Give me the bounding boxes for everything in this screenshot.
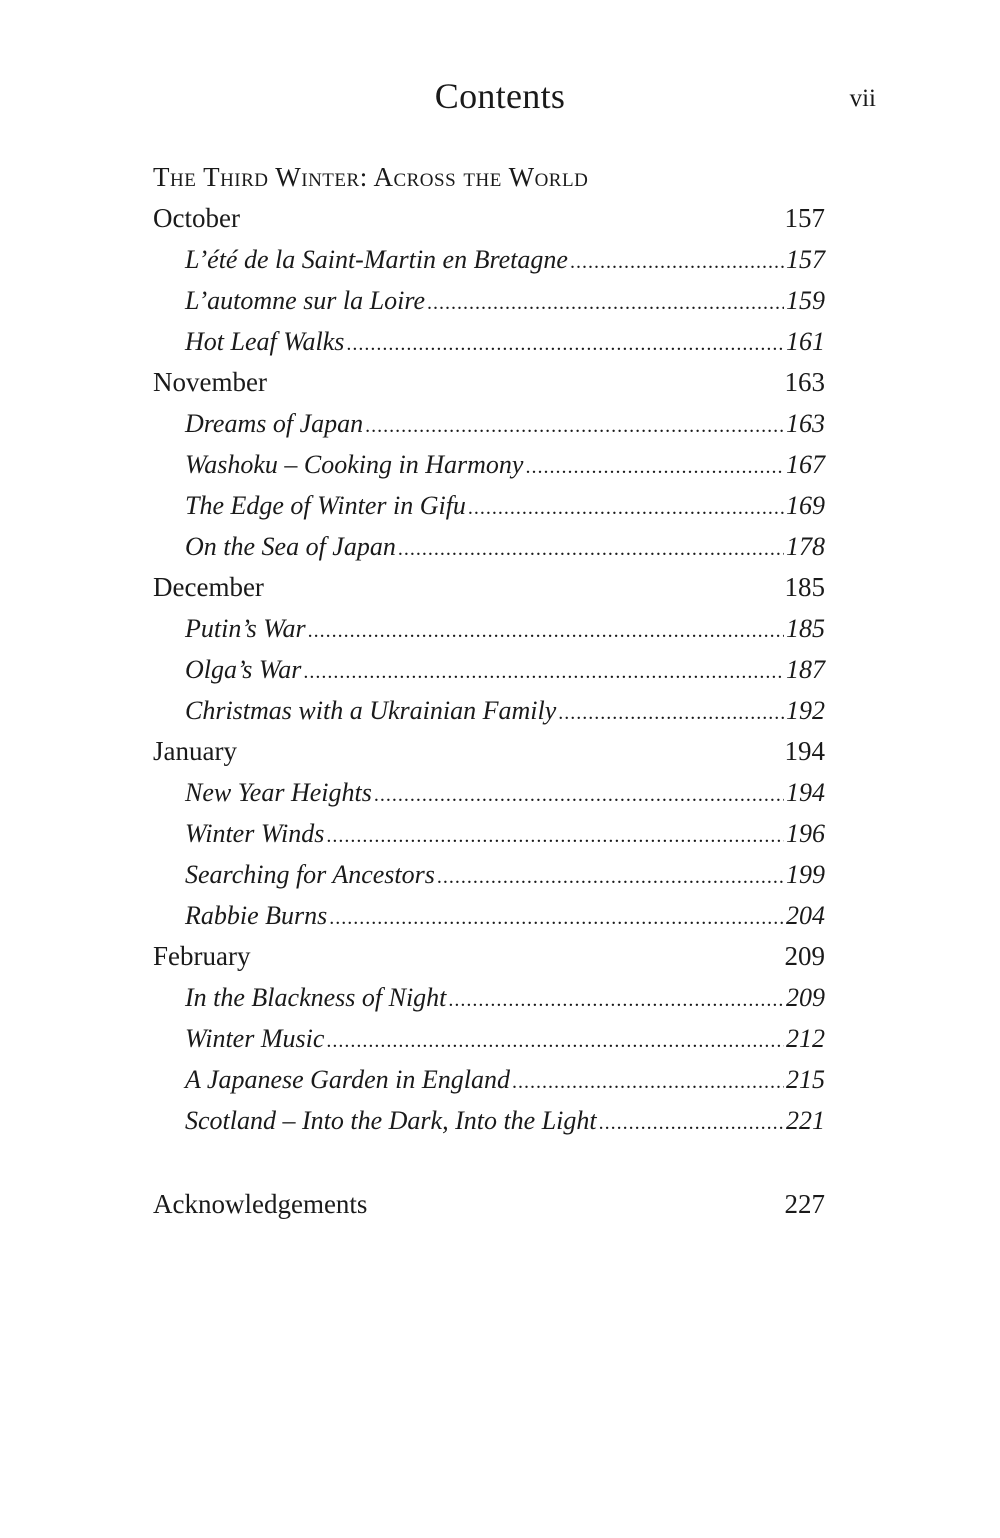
toc-page-number: 169 (786, 491, 825, 520)
toc-entry-row[interactable] (153, 608, 825, 649)
toc-acknowledgements[interactable] (153, 1184, 825, 1225)
toc-page-number: 209 (786, 983, 825, 1012)
toc-entry-row[interactable] (153, 280, 825, 321)
toc-page-number: 178 (786, 532, 825, 561)
toc-entry-title: L’été de la Saint-Martin en Bretagne (185, 245, 568, 274)
dot-leader (599, 1103, 784, 1144)
toc-month-label: January (153, 736, 237, 766)
dot-leader (365, 406, 784, 447)
toc-entry-row[interactable] (153, 239, 825, 280)
toc-entry-title: Winter Winds (185, 819, 325, 848)
toc-page-number: 221 (786, 1106, 825, 1135)
toc-entry-title: The Edge of Winter in Gifu (185, 491, 466, 520)
dot-leader (303, 652, 784, 693)
toc-entry-title: Hot Leaf Walks (185, 327, 345, 356)
dot-leader (468, 488, 784, 529)
dot-leader (329, 898, 784, 939)
toc-entry-row[interactable] (153, 772, 825, 813)
toc-page-number: 192 (786, 696, 825, 725)
toc-acknowledgements-label: Acknowledgements (153, 1189, 368, 1219)
toc-page-number: 194 (786, 778, 825, 807)
dot-leader (308, 611, 784, 652)
dot-leader (398, 529, 784, 570)
toc-page-number: 157 (784, 203, 825, 233)
dot-leader (570, 242, 784, 283)
toc-page-number: 161 (786, 327, 825, 356)
toc-page-number: 209 (784, 941, 825, 971)
dot-leader (326, 816, 784, 857)
toc-entry-title: Putin’s War (185, 614, 306, 643)
toc-entry-title: In the Blackness of Night (185, 983, 447, 1012)
toc-month-label: October (153, 203, 240, 233)
dot-leader (558, 693, 784, 734)
toc-entry-row[interactable] (153, 526, 825, 567)
dot-leader (437, 857, 784, 898)
toc-month-label: February (153, 941, 251, 971)
dot-leader (346, 324, 784, 365)
toc-month-row[interactable] (153, 198, 825, 239)
toc-entry-row[interactable] (153, 321, 825, 362)
toc-month-row[interactable] (153, 362, 825, 403)
toc-month-row[interactable] (153, 567, 825, 608)
toc-entry-row[interactable] (153, 649, 825, 690)
toc-entry-row[interactable] (153, 485, 825, 526)
dot-leader (326, 1021, 784, 1062)
toc-page-number: 187 (786, 655, 825, 684)
toc-entry-row[interactable] (153, 690, 825, 731)
toc-entry-row[interactable] (153, 1059, 825, 1100)
toc-acknowledgements-page: 227 (784, 1189, 825, 1219)
table-of-contents (153, 198, 825, 1141)
toc-entry-title: New Year Heights (185, 778, 372, 807)
toc-entry-title: Christmas with a Ukrainian Family (185, 696, 557, 725)
toc-entry-row[interactable] (153, 813, 825, 854)
toc-page-number: 194 (784, 736, 825, 766)
toc-month-label: December (153, 572, 264, 602)
toc-page-number: 204 (786, 901, 825, 930)
page-number: vii (849, 85, 876, 112)
dot-leader (427, 283, 784, 324)
toc-entry-row[interactable] (153, 895, 825, 936)
toc-entry-row[interactable] (153, 1100, 825, 1141)
toc-entry-title: Searching for Ancestors (185, 860, 435, 889)
toc-entry-title: L’automne sur la Loire (185, 286, 426, 315)
toc-page-number: 199 (786, 860, 825, 889)
dot-leader (512, 1062, 784, 1103)
toc-month-row[interactable] (153, 731, 825, 772)
toc-page-number: 212 (786, 1024, 825, 1053)
dot-leader (374, 775, 784, 816)
toc-entry-title: Scotland – Into the Dark, Into the Light (185, 1106, 597, 1135)
toc-entry-row[interactable] (153, 444, 825, 485)
dot-leader (525, 447, 784, 488)
toc-entry-title: Washoku – Cooking in Harmony (185, 450, 524, 479)
toc-page-number: 185 (786, 614, 825, 643)
toc-entry-title: Winter Music (185, 1024, 325, 1053)
toc-month-row[interactable] (153, 936, 825, 977)
toc-page-number: 167 (786, 450, 825, 479)
toc-entry-title: Olga’s War (185, 655, 302, 684)
toc-entry-title: Dreams of Japan (185, 409, 364, 438)
toc-entry-title: A Japanese Garden in England (185, 1065, 510, 1094)
toc-entry-row[interactable] (153, 854, 825, 895)
toc-entry-row[interactable] (153, 977, 825, 1018)
toc-page-number: 157 (786, 245, 825, 274)
toc-page-number: 215 (786, 1065, 825, 1094)
toc-month-label: November (153, 367, 267, 397)
toc-entry-row[interactable] (153, 1018, 825, 1059)
toc-page-number: 159 (786, 286, 825, 315)
page-title: Contents (434, 76, 566, 116)
toc-page-number: 196 (786, 819, 825, 848)
toc-page-number: 163 (786, 409, 825, 438)
toc-entry-title: On the Sea of Japan (185, 532, 396, 561)
dot-leader (448, 980, 784, 1021)
toc-page-number: 185 (784, 572, 825, 602)
toc-entry-title: Rabbie Burns (185, 901, 328, 930)
part-heading: The Third Winter: Across the World (153, 162, 589, 192)
toc-page-number: 163 (784, 367, 825, 397)
toc-entry-row[interactable] (153, 403, 825, 444)
